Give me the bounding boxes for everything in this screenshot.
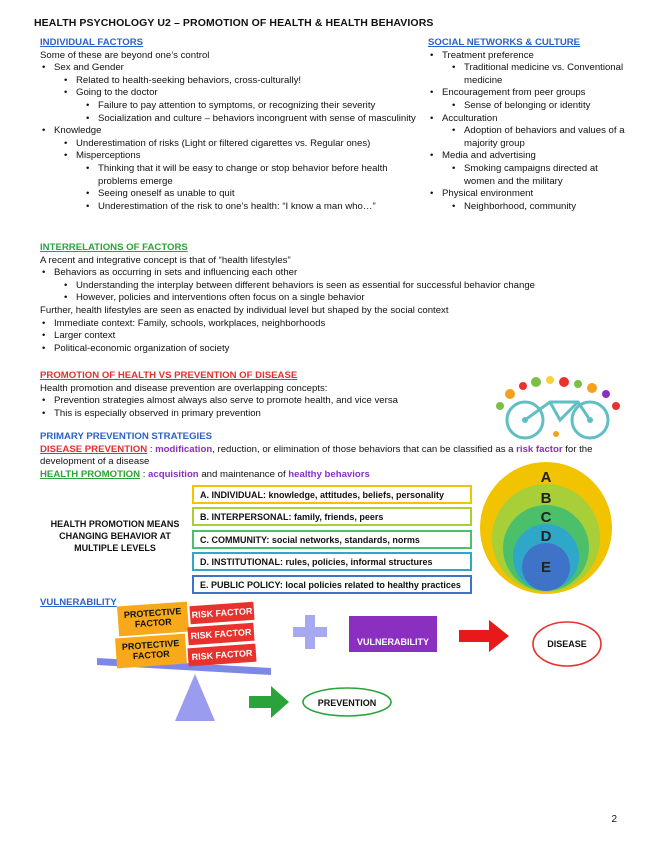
list-item: • Knowledge xyxy=(40,125,425,138)
list-item: • Adoption of behaviors and values of a majority group xyxy=(428,125,628,150)
circle-letter-b: B xyxy=(540,490,552,507)
concentric-levels-diagram xyxy=(478,460,614,596)
social-networks-heading: SOCIAL NETWORKS & CULTURE xyxy=(428,37,581,48)
page-number: 2 xyxy=(611,814,617,825)
list-item: • Sense of belonging or identity xyxy=(428,100,628,113)
list-item: • Seeing oneself as unable to quit xyxy=(40,188,425,201)
healthy-behaviors-term: healthy behaviors xyxy=(288,468,370,480)
list-item: • Physical environment xyxy=(428,188,628,201)
risk-factor-tag: RISK FACTOR xyxy=(187,623,254,646)
health-promotion-label: HEALTH PROMOTION xyxy=(40,468,141,480)
level-box-d: D. INSTITUTIONAL: rules, policies, informal structures xyxy=(192,552,472,571)
list-item: • Neighborhood, community xyxy=(428,201,628,214)
interrelations-intro: A recent and integrative concept is that of “health lifestyles” xyxy=(40,254,291,266)
list-item: • Understanding the interplay between different behaviors is seen as essential for successful behavior change xyxy=(40,280,620,293)
list-item: • Smoking campaigns directed at women and the military xyxy=(428,163,628,188)
arrow-to-disease xyxy=(459,620,509,652)
list-item: • Traditional medicine vs. Conventional medicine xyxy=(428,62,628,87)
level-box-c: C. COMMUNITY: social networks, standards, norms xyxy=(192,530,472,549)
risk-factor-tag: RISK FACTOR xyxy=(189,602,254,624)
prevention-label: PREVENTION xyxy=(317,698,377,708)
list-item: • Thinking that it will be easy to change or stop behavior before health problems emerge xyxy=(40,163,425,188)
promotion-heading: PROMOTION OF HEALTH VS PREVENTION OF DISEASE xyxy=(40,370,298,381)
disease-label: DISEASE xyxy=(547,639,587,649)
disease-prevention-definition: DISEASE PREVENTION : modification, reduction, or elimination of those behaviors that can be classified as a risk factor for the development of a disease xyxy=(40,443,593,468)
acquisition-term: acquisition xyxy=(148,468,199,480)
list-item: • Underestimation of risks (Light or filtered cigarettes vs. Regular ones) xyxy=(40,138,425,151)
vulnerability-heading: VULNERABILITY xyxy=(40,597,117,608)
list-item: • Treatment preference xyxy=(428,50,628,63)
arrow-to-prevention xyxy=(249,686,289,718)
plus-icon-v xyxy=(305,615,315,649)
level-box-b: B. INTERPERSONAL: family, friends, peers xyxy=(192,507,472,526)
list-item: • However, policies and interventions often focus on a single behavior xyxy=(40,292,620,305)
promotion-section xyxy=(40,370,500,420)
list-item: • Going to the doctor xyxy=(40,87,425,100)
list-item: • Socialization and culture – behaviors incongruent with sense of masculinity xyxy=(40,113,425,126)
circle-letter-a: A xyxy=(540,469,552,486)
list-item: • Behaviors as occurring in sets and influencing each other xyxy=(40,267,620,280)
circle-letter-c: C xyxy=(540,509,552,526)
protective-factor-tag: PROTECTIVE FACTOR xyxy=(115,634,187,669)
list-item: • Underestimation of the risk to one’s health: “I know a man who…” xyxy=(40,201,425,214)
page-title: HEALTH PSYCHOLOGY U2 – PROMOTION OF HEALTH & HEALTH BEHAVIORS xyxy=(34,17,434,29)
list-item: • Encouragement from peer groups xyxy=(428,87,628,100)
individual-factors-section xyxy=(40,37,425,213)
levels-list xyxy=(192,485,472,597)
circle-letter-e: E xyxy=(540,559,552,576)
risk-factor-term: risk factor xyxy=(516,443,563,455)
promotion-intro: Health promotion and disease prevention are overlapping concepts: xyxy=(40,382,328,394)
disease-prevention-label: DISEASE PREVENTION xyxy=(40,443,148,455)
list-item: • Failure to pay attention to symptoms, or recognizing their severity xyxy=(40,100,425,113)
health-promotion-caption: HEALTH PROMOTION MEANS CHANGING BEHAVIOR AT MULTIPLE LEVELS xyxy=(50,519,180,553)
list-item: • Political-economic organization of society xyxy=(40,343,620,356)
list-item: • Immediate context: Family, schools, workplaces, neighborhoods xyxy=(40,318,620,331)
circle-letter-d: D xyxy=(540,528,552,545)
list-item: • Related to health-seeking behaviors, cross-culturally! xyxy=(40,75,425,88)
list-item: • Prevention strategies almost always also serve to promote health, and vice versa xyxy=(40,395,500,408)
interrelations-section xyxy=(40,242,620,355)
seesaw-fulcrum xyxy=(175,674,215,721)
vulnerability-box-label: VULNERABILITY xyxy=(357,637,429,647)
level-box-e: E. PUBLIC POLICY: local policies related to healthy practices xyxy=(192,575,472,594)
social-networks-section xyxy=(428,37,628,213)
list-item: • Sex and Gender xyxy=(40,62,425,75)
risk-factor-tag: RISK FACTOR xyxy=(187,644,256,667)
list-item: • Media and advertising xyxy=(428,150,628,163)
primary-prevention-heading: PRIMARY PREVENTION STRATEGIES xyxy=(40,431,212,442)
list-item: • Misperceptions xyxy=(40,150,425,163)
level-box-a: A. INDIVIDUAL: knowledge, attitudes, beliefs, personality xyxy=(192,485,472,504)
individual-factors-heading: INDIVIDUAL FACTORS xyxy=(40,37,144,48)
protective-factor-tag: PROTECTIVE FACTOR xyxy=(117,602,189,637)
interrelations-further: Further, health lifestyles are seen as enacted by individual level but shaped by the social context xyxy=(40,304,449,316)
health-promotion-definition: HEALTH PROMOTION : acquisition and maintenance of healthy behaviors xyxy=(40,468,370,480)
list-item: • This is especially observed in primary prevention xyxy=(40,408,500,421)
modification-term: modification xyxy=(155,443,213,455)
individual-intro: Some of these are beyond one’s control xyxy=(40,49,210,61)
list-item: • Larger context xyxy=(40,330,620,343)
list-item: • Acculturation xyxy=(428,113,628,126)
interrelations-heading: INTERRELATIONS OF FACTORS xyxy=(40,242,188,253)
